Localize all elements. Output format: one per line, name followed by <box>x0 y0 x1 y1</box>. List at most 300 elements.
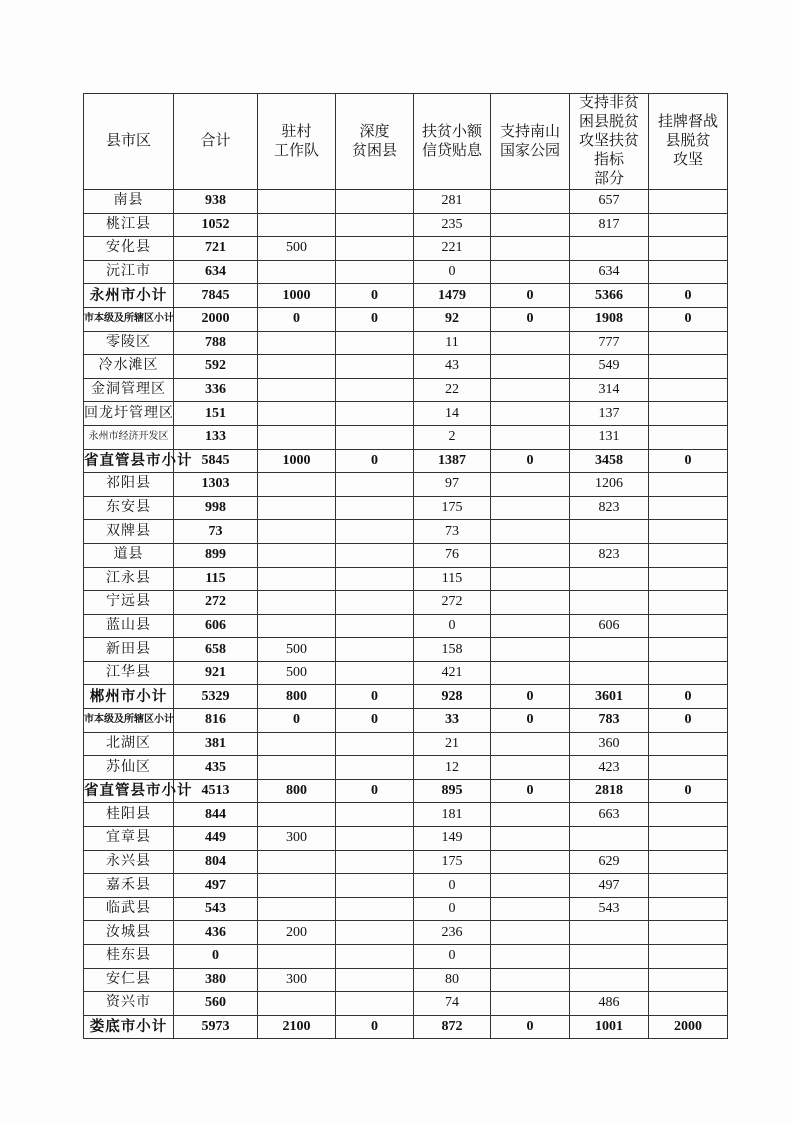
subtotal-row <box>84 284 728 308</box>
value-cell: 0 <box>414 897 491 921</box>
value-cell: 92 <box>414 307 491 331</box>
value-cell <box>491 402 570 426</box>
value-cell <box>258 355 336 379</box>
region-name-cell: 东安县 <box>84 496 174 520</box>
value-cell <box>336 897 414 921</box>
column-header-label: 合计 <box>200 133 231 149</box>
region-name-cell: 永州市经济开发区 <box>84 425 174 449</box>
total-cell: 0 <box>174 945 258 969</box>
total-cell: 816 <box>174 709 258 733</box>
region-name-cell: 道县 <box>84 543 174 567</box>
value-cell: 800 <box>258 779 336 803</box>
total-cell: 380 <box>174 968 258 992</box>
value-cell: 3601 <box>570 685 649 709</box>
value-cell: 0 <box>649 779 728 803</box>
table-body <box>84 190 728 1039</box>
value-cell: 0 <box>414 260 491 284</box>
value-cell <box>336 968 414 992</box>
total-cell: 449 <box>174 827 258 851</box>
region-name-cell: 双牌县 <box>84 520 174 544</box>
value-cell: 1001 <box>570 1015 649 1039</box>
table-row <box>84 591 728 615</box>
header-village-team <box>258 94 336 190</box>
value-cell <box>336 543 414 567</box>
table-row <box>84 520 728 544</box>
value-cell <box>336 402 414 426</box>
value-cell: 500 <box>258 661 336 685</box>
value-cell: 497 <box>570 874 649 898</box>
total-cell: 151 <box>174 402 258 426</box>
value-cell: 872 <box>414 1015 491 1039</box>
value-cell <box>336 473 414 497</box>
region-name-cell: 桃江县 <box>84 213 174 237</box>
region-name-cell: 北湖区 <box>84 732 174 756</box>
value-cell: 423 <box>570 756 649 780</box>
region-name-cell: 省直管县市小计 <box>84 779 174 803</box>
value-cell <box>491 543 570 567</box>
region-name-cell: 宁远县 <box>84 591 174 615</box>
column-header-label: 支持南山 国家公园 <box>499 123 560 159</box>
value-cell <box>258 543 336 567</box>
value-cell <box>649 850 728 874</box>
table-row <box>84 543 728 567</box>
value-cell <box>649 732 728 756</box>
column-header-label: 扶贫小额 信贷贴息 <box>421 123 482 159</box>
region-name-cell: 郴州市小计 <box>84 685 174 709</box>
header-total <box>174 94 258 190</box>
value-cell <box>570 567 649 591</box>
value-cell: 817 <box>570 213 649 237</box>
value-cell: 73 <box>414 520 491 544</box>
value-cell <box>336 874 414 898</box>
value-cell <box>649 425 728 449</box>
value-cell: 33 <box>414 709 491 733</box>
total-cell: 921 <box>174 661 258 685</box>
value-cell <box>258 756 336 780</box>
value-cell <box>336 237 414 261</box>
value-cell <box>649 945 728 969</box>
value-cell <box>491 897 570 921</box>
total-cell: 5973 <box>174 1015 258 1039</box>
table-row <box>84 661 728 685</box>
table-row <box>84 190 728 214</box>
value-cell <box>649 496 728 520</box>
value-cell <box>258 945 336 969</box>
table-row <box>84 260 728 284</box>
value-cell: 486 <box>570 992 649 1016</box>
table-row <box>84 237 728 261</box>
region-name-cell: 永州市小计 <box>84 284 174 308</box>
total-cell: 998 <box>174 496 258 520</box>
total-cell: 115 <box>174 567 258 591</box>
table-row <box>84 850 728 874</box>
value-cell: 800 <box>258 685 336 709</box>
value-cell: 3458 <box>570 449 649 473</box>
value-cell <box>491 378 570 402</box>
funding-allocation-table <box>83 93 728 1039</box>
value-cell: 0 <box>491 1015 570 1039</box>
region-name-cell: 市本级及所辖区小计 <box>84 709 174 733</box>
subtotal-row <box>84 449 728 473</box>
value-cell <box>649 638 728 662</box>
value-cell <box>258 850 336 874</box>
value-cell <box>258 897 336 921</box>
table-row <box>84 331 728 355</box>
value-cell <box>491 260 570 284</box>
value-cell: 80 <box>414 968 491 992</box>
value-cell: 181 <box>414 803 491 827</box>
value-cell <box>336 260 414 284</box>
region-name-cell: 沅江市 <box>84 260 174 284</box>
value-cell <box>649 520 728 544</box>
total-cell: 560 <box>174 992 258 1016</box>
value-cell: 0 <box>414 945 491 969</box>
table-row <box>84 921 728 945</box>
table-row <box>84 614 728 638</box>
region-name-cell: 金洞管理区 <box>84 378 174 402</box>
value-cell: 76 <box>414 543 491 567</box>
value-cell <box>491 756 570 780</box>
total-cell: 721 <box>174 237 258 261</box>
value-cell <box>491 827 570 851</box>
value-cell <box>258 260 336 284</box>
value-cell: 0 <box>649 307 728 331</box>
value-cell: 421 <box>414 661 491 685</box>
column-header-label: 支持非贫 困县脱贫 攻坚扶贫 指标 部分 <box>578 95 639 187</box>
table-row <box>84 638 728 662</box>
value-cell: 360 <box>570 732 649 756</box>
value-cell <box>258 874 336 898</box>
value-cell: 200 <box>258 921 336 945</box>
value-cell: 235 <box>414 213 491 237</box>
region-name-cell: 苏仙区 <box>84 756 174 780</box>
value-cell <box>258 213 336 237</box>
value-cell: 175 <box>414 850 491 874</box>
value-cell <box>649 260 728 284</box>
value-cell: 236 <box>414 921 491 945</box>
region-name-cell: 宜章县 <box>84 827 174 851</box>
value-cell <box>336 661 414 685</box>
value-cell: 0 <box>491 779 570 803</box>
value-cell <box>336 355 414 379</box>
value-cell <box>649 237 728 261</box>
total-cell: 658 <box>174 638 258 662</box>
table-row <box>84 897 728 921</box>
table-row <box>84 355 728 379</box>
value-cell <box>258 378 336 402</box>
value-cell <box>570 921 649 945</box>
value-cell <box>258 992 336 1016</box>
table-header-row <box>84 94 728 190</box>
table-row <box>84 425 728 449</box>
value-cell <box>491 850 570 874</box>
header-deep-poverty-county <box>336 94 414 190</box>
region-name-cell: 江永县 <box>84 567 174 591</box>
value-cell <box>336 213 414 237</box>
value-cell: 777 <box>570 331 649 355</box>
value-cell <box>570 591 649 615</box>
total-cell: 938 <box>174 190 258 214</box>
value-cell: 97 <box>414 473 491 497</box>
value-cell <box>336 732 414 756</box>
value-cell: 0 <box>336 685 414 709</box>
value-cell <box>649 213 728 237</box>
value-cell: 0 <box>258 307 336 331</box>
table-row <box>84 827 728 851</box>
subtotal-row <box>84 1015 728 1039</box>
value-cell <box>649 756 728 780</box>
value-cell <box>649 897 728 921</box>
subtotal-row <box>84 709 728 733</box>
value-cell <box>570 237 649 261</box>
value-cell <box>491 496 570 520</box>
value-cell <box>336 190 414 214</box>
table-row <box>84 473 728 497</box>
region-name-cell: 桂东县 <box>84 945 174 969</box>
table-row <box>84 874 728 898</box>
value-cell <box>491 732 570 756</box>
value-cell <box>491 190 570 214</box>
value-cell <box>336 756 414 780</box>
value-cell <box>649 921 728 945</box>
value-cell <box>258 803 336 827</box>
value-cell: 281 <box>414 190 491 214</box>
subtotal-row <box>84 779 728 803</box>
value-cell: 131 <box>570 425 649 449</box>
total-cell: 73 <box>174 520 258 544</box>
value-cell: 823 <box>570 543 649 567</box>
value-cell: 2100 <box>258 1015 336 1039</box>
value-cell <box>649 874 728 898</box>
value-cell: 0 <box>414 874 491 898</box>
value-cell: 0 <box>414 614 491 638</box>
value-cell <box>336 520 414 544</box>
region-name-cell: 零陵区 <box>84 331 174 355</box>
region-name-cell: 南县 <box>84 190 174 214</box>
table-row <box>84 402 728 426</box>
value-cell: 0 <box>258 709 336 733</box>
total-cell: 436 <box>174 921 258 945</box>
total-cell: 336 <box>174 378 258 402</box>
value-cell: 137 <box>570 402 649 426</box>
value-cell: 823 <box>570 496 649 520</box>
total-cell: 788 <box>174 331 258 355</box>
column-header-label: 县市区 <box>105 133 151 149</box>
value-cell <box>649 378 728 402</box>
value-cell <box>649 355 728 379</box>
region-name-cell: 资兴市 <box>84 992 174 1016</box>
value-cell: 0 <box>649 709 728 733</box>
value-cell <box>336 331 414 355</box>
value-cell <box>649 473 728 497</box>
region-name-cell: 临武县 <box>84 897 174 921</box>
value-cell <box>491 213 570 237</box>
region-name-cell: 省直管县市小计 <box>84 449 174 473</box>
value-cell: 2818 <box>570 779 649 803</box>
table-row <box>84 378 728 402</box>
total-cell: 844 <box>174 803 258 827</box>
value-cell: 663 <box>570 803 649 827</box>
value-cell: 606 <box>570 614 649 638</box>
total-cell: 543 <box>174 897 258 921</box>
value-cell <box>491 638 570 662</box>
region-name-cell: 汝城县 <box>84 921 174 945</box>
total-cell: 634 <box>174 260 258 284</box>
region-name-cell: 市本级及所辖区小计 <box>84 307 174 331</box>
value-cell <box>258 496 336 520</box>
value-cell: 783 <box>570 709 649 733</box>
total-cell: 5845 <box>174 449 258 473</box>
value-cell <box>649 968 728 992</box>
value-cell <box>649 614 728 638</box>
value-cell: 928 <box>414 685 491 709</box>
table-row <box>84 732 728 756</box>
region-name-cell: 江华县 <box>84 661 174 685</box>
table-row <box>84 567 728 591</box>
table-row <box>84 992 728 1016</box>
value-cell: 1000 <box>258 284 336 308</box>
value-cell <box>336 921 414 945</box>
value-cell <box>336 827 414 851</box>
region-name-cell: 回龙圩管理区 <box>84 402 174 426</box>
value-cell: 1000 <box>258 449 336 473</box>
header-microcredit-interest <box>414 94 491 190</box>
region-name-cell: 永兴县 <box>84 850 174 874</box>
value-cell: 11 <box>414 331 491 355</box>
subtotal-row <box>84 685 728 709</box>
value-cell <box>570 638 649 662</box>
total-cell: 1052 <box>174 213 258 237</box>
value-cell <box>491 425 570 449</box>
value-cell <box>491 473 570 497</box>
value-cell: 22 <box>414 378 491 402</box>
total-cell: 435 <box>174 756 258 780</box>
total-cell: 381 <box>174 732 258 756</box>
value-cell: 158 <box>414 638 491 662</box>
header-county <box>84 94 174 190</box>
value-cell <box>649 543 728 567</box>
total-cell: 133 <box>174 425 258 449</box>
value-cell: 0 <box>649 685 728 709</box>
value-cell: 0 <box>336 779 414 803</box>
total-cell: 5329 <box>174 685 258 709</box>
value-cell: 500 <box>258 237 336 261</box>
value-cell <box>491 968 570 992</box>
column-header-label: 挂牌督战 县脱贫 攻坚 <box>657 114 718 168</box>
value-cell <box>491 614 570 638</box>
value-cell <box>336 638 414 662</box>
value-cell: 314 <box>570 378 649 402</box>
value-cell: 0 <box>491 449 570 473</box>
value-cell <box>336 803 414 827</box>
value-cell <box>336 850 414 874</box>
value-cell <box>336 591 414 615</box>
value-cell: 221 <box>414 237 491 261</box>
region-name-cell: 祁阳县 <box>84 473 174 497</box>
value-cell <box>336 378 414 402</box>
value-cell: 0 <box>336 284 414 308</box>
value-cell <box>491 520 570 544</box>
value-cell: 1387 <box>414 449 491 473</box>
value-cell <box>491 874 570 898</box>
value-cell <box>336 425 414 449</box>
region-name-cell: 蓝山县 <box>84 614 174 638</box>
total-cell: 1303 <box>174 473 258 497</box>
value-cell <box>258 591 336 615</box>
value-cell <box>491 355 570 379</box>
value-cell: 21 <box>414 732 491 756</box>
value-cell <box>336 992 414 1016</box>
value-cell: 0 <box>491 307 570 331</box>
value-cell: 175 <box>414 496 491 520</box>
value-cell <box>649 567 728 591</box>
value-cell: 0 <box>649 449 728 473</box>
value-cell: 1206 <box>570 473 649 497</box>
total-cell: 899 <box>174 543 258 567</box>
value-cell: 0 <box>336 449 414 473</box>
value-cell <box>649 591 728 615</box>
value-cell: 634 <box>570 260 649 284</box>
table-row <box>84 803 728 827</box>
value-cell: 5366 <box>570 284 649 308</box>
value-cell: 549 <box>570 355 649 379</box>
value-cell <box>649 331 728 355</box>
value-cell <box>491 331 570 355</box>
value-cell: 0 <box>491 685 570 709</box>
value-cell <box>491 661 570 685</box>
total-cell: 606 <box>174 614 258 638</box>
value-cell <box>570 520 649 544</box>
value-cell: 0 <box>491 709 570 733</box>
total-cell: 4513 <box>174 779 258 803</box>
value-cell: 2000 <box>649 1015 728 1039</box>
value-cell <box>258 614 336 638</box>
total-cell: 497 <box>174 874 258 898</box>
value-cell <box>491 237 570 261</box>
value-cell: 300 <box>258 968 336 992</box>
value-cell <box>649 803 728 827</box>
region-name-cell: 桂阳县 <box>84 803 174 827</box>
region-name-cell: 冷水滩区 <box>84 355 174 379</box>
value-cell <box>258 190 336 214</box>
value-cell <box>336 614 414 638</box>
value-cell <box>491 567 570 591</box>
value-cell <box>336 496 414 520</box>
value-cell: 43 <box>414 355 491 379</box>
value-cell: 0 <box>336 307 414 331</box>
header-nanshan-park <box>491 94 570 190</box>
value-cell: 500 <box>258 638 336 662</box>
table-row <box>84 496 728 520</box>
table-row <box>84 968 728 992</box>
value-cell <box>336 945 414 969</box>
value-cell <box>491 921 570 945</box>
column-header-label: 驻村 工作队 <box>273 123 319 159</box>
value-cell <box>258 567 336 591</box>
value-cell <box>570 661 649 685</box>
value-cell <box>258 425 336 449</box>
value-cell <box>649 661 728 685</box>
value-cell: 14 <box>414 402 491 426</box>
table-row <box>84 756 728 780</box>
total-cell: 592 <box>174 355 258 379</box>
total-cell: 7845 <box>174 284 258 308</box>
value-cell <box>336 567 414 591</box>
region-name-cell: 安化县 <box>84 237 174 261</box>
value-cell: 300 <box>258 827 336 851</box>
value-cell: 629 <box>570 850 649 874</box>
header-non-poor-county-support <box>570 94 649 190</box>
